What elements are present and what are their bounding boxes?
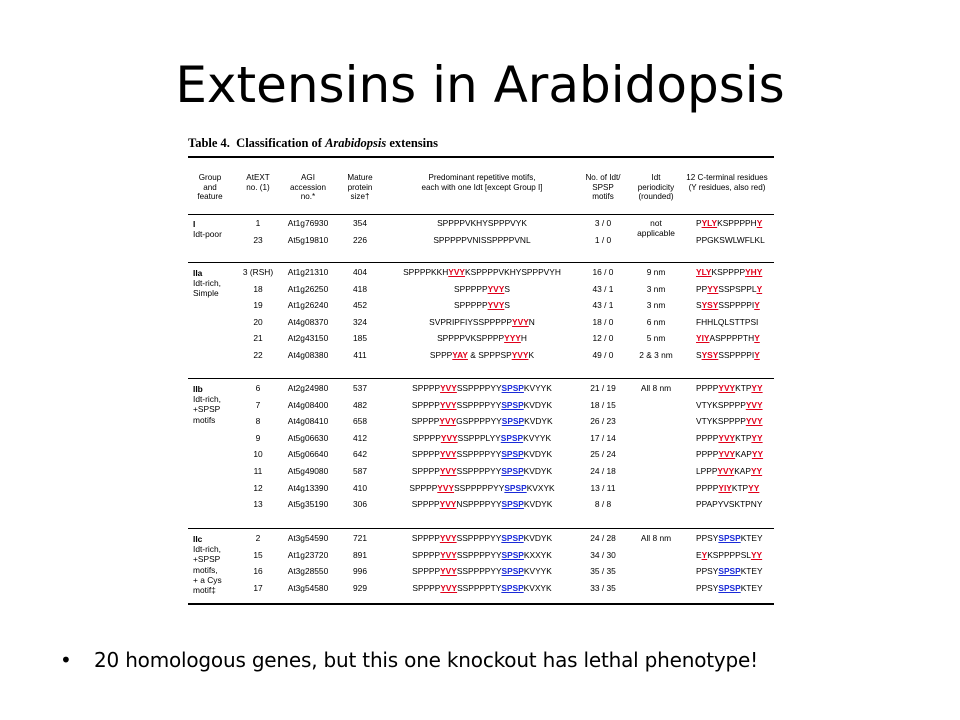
cterm-cell: LPPPYVYKAPYY [696,466,763,476]
table-cell: 26 / 23 [590,416,616,427]
table-cell: 33 / 35 [590,582,616,593]
table-cell: 1 / 0 [594,234,612,245]
table-cell: 9 [255,432,261,443]
table-cell: All 8 nm [640,533,672,543]
motif-cell: SPPPYAY & SPPPSPYVYK [429,350,535,360]
table-cell: 3 nm [646,300,666,311]
cterm-cell: PPPPYVYKTPYY [696,383,763,393]
table-cell: 452 [353,300,367,311]
group-label: IIb Idt-rich, +SPSP motifs [193,384,221,425]
table-cell: 6 [255,383,261,393]
table-cell: 8 [255,416,261,427]
table-cell: At3g54580 [287,582,329,593]
table-bottom-rule [188,603,774,605]
group-rule [188,528,774,529]
table-cell: 21 / 19 [590,383,616,393]
cterm-cell: PPPPYIYKTPYY [696,482,760,493]
table-cell: 996 [353,566,367,577]
cterm-cell: SYSYSSPPPPIY [696,300,760,311]
group-name: IIc [193,534,203,544]
table-cell: At4g08370 [287,316,329,327]
motif-cell: SPPPPYVYSSPPPPPYYSPSPKVXYK [409,482,555,493]
table-cell: 18 / 0 [592,316,614,327]
table-cell: 7 [255,399,261,410]
table-cell: 24 / 28 [590,533,616,543]
motif-cell: SPPPPYVYSSPPPPYYSPSPKVDYK [411,533,553,543]
cterm-cell: YIYASPPPPTHY [696,333,760,344]
cterm-cell: PPSYSPSPKTEY [696,566,763,577]
table-cell: 24 / 18 [590,466,616,476]
table-cell: 8 / 8 [594,499,612,510]
table-cell: 2 & 3 nm [639,350,673,360]
motif-cell: SPPPPYVYNSPPPPYYSPSPKVDYK [411,499,553,510]
table-cell: 43 / 1 [592,283,614,294]
table-cell: At3g54590 [287,533,329,543]
table-cell: At1g23720 [287,549,329,560]
table-cell: 35 / 35 [590,566,616,577]
table-cell: 1 [255,218,261,228]
cterm-cell: PPSYSPSPKTEY [696,533,763,543]
group-rule [188,262,774,263]
cterm-cell: EYKSPPPPSLYY [696,549,763,560]
table-cell: 721 [353,533,367,543]
table-cell: 43 / 1 [592,300,614,311]
table-cell: 23 [253,234,263,245]
table-cell: 411 [353,350,367,360]
table-cell: 16 / 0 [592,267,614,277]
table-cell: 418 [353,283,367,294]
table-cell: 658 [353,416,367,427]
table-cell: 3 (RSH) [242,267,274,277]
table-cell: 17 / 14 [590,432,616,443]
table-title [188,136,438,151]
table-cell: 354 [353,218,367,228]
table-cell: 226 [353,234,367,245]
motif-cell: SPPPPPVNISSPPPPVNL [433,234,531,245]
column-header: Mature protein size† [347,173,373,201]
motif-cell: SPPPPPYVYS [454,300,510,311]
cterm-cell: PPPPYVYKTPYY [696,432,763,443]
table-cell: not applicable [637,218,675,238]
table-cell: 13 / 11 [590,482,616,493]
table-cell: 3 nm [646,283,666,294]
table-cell: 412 [353,432,367,443]
cterm-cell: PPSYSPSPKTEY [696,582,763,593]
cterm-cell: YLYKSPPPPYHY [696,267,763,277]
table-cell: At2g24980 [287,383,329,393]
column-header: No. of Idt/ SPSP motifs [585,173,621,201]
cterm-cell: SYSYSSPPPPIY [696,350,760,360]
table-cell: 9 nm [646,267,666,277]
motif-cell: SPPPPPYVYS [454,283,510,294]
table-cell: 324 [353,316,367,327]
table-top-rule [188,156,774,158]
group-label: I Idt-poor [193,219,222,240]
table-cell: At5g35190 [287,499,329,510]
table-caption-italic: Arabidopsis [325,136,387,150]
table-cell: 891 [353,549,367,560]
motif-cell: SPPPPYVYSSPPPLYYSPSPKVYYK [412,432,552,443]
motif-cell: SPPPPVKHYSPPPVYK [437,218,527,228]
motif-cell: SPPPPKKHYVYKSPPPPVKHYSPPPVYH [403,267,561,277]
table-cell: 25 / 24 [590,449,616,460]
table-cell: 306 [353,499,367,510]
motif-cell: SVPRIPFIYSSPPPPPYVYN [429,316,535,327]
motif-cell: SPPPPYVYSSPPPPYYSPSPKVYYK [412,383,552,393]
column-header: AGI accession no.* [290,173,326,201]
motif-cell: SPPPPYVYSSPPPPYYSPSPKVYYK [412,566,552,577]
table-header-rule [188,214,774,215]
table-cell: 10 [253,449,263,460]
slide-title: Extensins in Arabidopsis [175,56,785,114]
column-header: Predominant repetitive motifs, each with one Idt [except Group I] [421,173,543,192]
table-cell: At5g06630 [287,432,329,443]
table-cell: At1g76930 [287,218,329,228]
table-cell: 49 / 0 [592,350,614,360]
table-cell: At4g08380 [287,350,329,360]
table-label: Table 4. [188,136,230,150]
group-name: IIb [193,384,203,394]
table-cell: At4g08410 [287,416,329,427]
group-name: I [193,219,196,229]
group-label: IIa Idt-rich, Simple [193,268,221,299]
column-header: AtEXT no. (1) [246,173,270,192]
table-cell: At1g21310 [287,267,329,277]
table-cell: 185 [353,333,367,344]
cterm-cell: PPPPYVYKAPYY [696,449,764,460]
table-cell: 2 [255,533,261,543]
table-cell: 11 [253,466,263,476]
table-cell: 404 [353,267,367,277]
table-cell: 929 [353,582,367,593]
table-cell: 12 [253,482,263,493]
table-cell: 13 [253,499,263,510]
column-header: 12 C-terminal residues (Y residues, also red) [686,173,768,192]
motif-cell: SPPPPYVYSSPPPPYYSPSPKVDYK [411,399,553,410]
motif-cell: SPPPPYVYSSPPPPYYSPSPKXXYK [412,549,552,560]
cterm-cell: FHHLQLSTTPSI [696,316,759,327]
table-cell: 537 [353,383,367,393]
table-cell: At1g26250 [287,283,329,294]
table-cell: 642 [353,449,367,460]
table-cell: At5g19810 [287,234,329,245]
cterm-cell: PPYYSSPSPPLY [696,283,763,294]
group-name: IIa [193,268,203,278]
table-cell: At3g28550 [287,566,329,577]
column-header: Group and feature [197,173,223,201]
table-cell: 18 / 15 [590,399,616,410]
bullet-icon: • [60,648,72,672]
table-cell: 6 nm [646,316,666,327]
table-cell: 3 / 0 [594,218,612,228]
cterm-cell: PPGKSWLWFLKL [696,234,765,245]
table-cell: 22 [253,350,263,360]
table-cell: 17 [253,582,263,593]
table-caption-pre: Classification of [236,136,322,150]
group-rule [188,378,774,379]
table-cell: All 8 nm [640,383,672,393]
column-header: Idt periodicity (rounded) [637,173,675,201]
table-cell: 12 / 0 [592,333,614,344]
table-cell: 18 [253,283,263,294]
table-cell: 16 [253,566,263,577]
table-cell: 410 [353,482,367,493]
table-caption-post: extensins [389,136,438,150]
table-cell: At4g13390 [287,482,329,493]
table-cell: 587 [353,466,367,476]
cterm-cell: VTYKSPPPPYVY [696,399,763,410]
table-cell: 482 [353,399,367,410]
motif-cell: SPPPPYVYSSPPPPYYSPSPKVDYK [411,449,553,460]
table-cell: 19 [253,300,263,311]
group-label: IIc Idt-rich, +SPSP motifs, + a Cys motif‡ [193,534,222,596]
motif-cell: SPPPPYVYSSPPPPTYSPSPKVXYK [412,582,552,593]
motif-cell: SPPPPYVYGSPPPPYYSPSPKVDYK [411,416,553,427]
table-cell: At1g26240 [287,300,329,311]
table-cell: At4g08400 [287,399,329,410]
table-cell: At5g49080 [287,466,329,476]
bullet-text: 20 homologous genes, but this one knockout has lethal phenotype! [94,648,758,672]
table-cell: 15 [253,549,263,560]
cterm-cell: PYLYKSPPPPHY [696,218,763,228]
cterm-cell: PPAPYVSKTPNY [696,499,763,510]
table-cell: At2g43150 [287,333,329,344]
table-cell: At5g06640 [287,449,329,460]
table-cell: 21 [253,333,263,344]
motif-cell: SPPPPVKSPPPPYYYH [437,333,527,344]
table-cell: 34 / 30 [590,549,616,560]
cterm-cell: VTYKSPPPPYVY [696,416,763,427]
motif-cell: SPPPPYVYSSPPPPYYSPSPKVDYK [411,466,553,476]
table-cell: 20 [253,316,263,327]
table-cell: 5 nm [646,333,666,344]
